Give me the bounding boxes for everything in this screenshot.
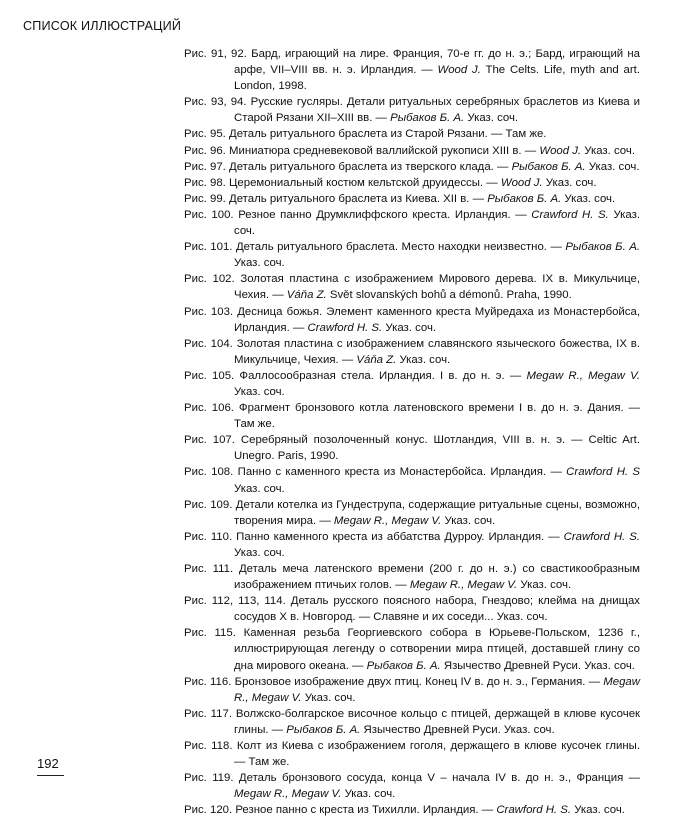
source-reference: Указ. соч. [304, 691, 356, 704]
source-author: Váňa Z. [356, 353, 397, 366]
page-number-rule [37, 775, 64, 776]
source-author: Рыбаков Б. А. [366, 659, 441, 672]
source-reference: Указ. соч. [344, 788, 396, 801]
list-item [184, 400, 640, 432]
list-item [184, 497, 640, 529]
list-item [184, 126, 640, 142]
figure-caption: Деталь меча латенского времени (200 г. до н. э.) со свастикообразным изображением птичьих голов. — [234, 563, 640, 592]
list-item [184, 239, 640, 271]
list-item [184, 432, 640, 464]
list-item [184, 802, 640, 818]
figure-caption: Бронзовое изображение двух птиц. Конец IV в. до н. э., Германия. — [234, 675, 601, 688]
figure-label: Рис. 119. [184, 772, 234, 785]
figure-caption: Деталь ритуального браслета из тверского клада. — [229, 160, 509, 173]
source-author: Crawford H. S. [307, 321, 383, 334]
figure-caption: Каменная резьба Георгиевского собора в Юрьеве-Польском, 1236 г., иллюстрирующая легенду о сотворении мира птицей, доставшей глину со дна мирового океана. — [234, 627, 640, 672]
source-reference: Указ. соч. [584, 144, 635, 157]
source-reference: Указ. соч. [234, 546, 285, 559]
figure-caption: Резное панно с креста из Тихилли. Ирландия. — [235, 804, 494, 817]
list-item [184, 593, 640, 625]
figure-label: Рис. 105. [184, 369, 235, 382]
figure-caption: Фаллосообразная стела. Ирландия. I в. до н. э. — [239, 369, 522, 382]
list-item [184, 207, 640, 239]
figure-label: Рис. 91, 92. [184, 48, 247, 60]
source-author: Рыбаков Б. А. [565, 241, 640, 254]
figure-caption: Деталь бронзового сосуда, конца V – начала IV в. до н. э., Франция — [238, 772, 641, 785]
list-item [184, 336, 640, 368]
source-author: Crawford H. S [566, 466, 641, 479]
figure-label: Рис. 118. [184, 740, 233, 753]
source-author: Crawford H. S. [563, 530, 640, 543]
figure-label: Рис. 100. [184, 208, 234, 221]
source-author: Wood J. [500, 176, 543, 189]
figure-caption: Волжско-болгарское височное кольцо с птицей, держащей в клюве кусочек глины. — [234, 707, 641, 736]
figure-caption: Золотая пластина с изображением Мирового дерева. IX в. Микульчице, Чехия. — [234, 273, 641, 302]
figure-caption: Колт из Киева с изображением гоголя, держащего в клюве кусочек глины. — Там же. [234, 740, 641, 769]
list-item [184, 191, 640, 207]
source-author: Рыбаков Б. А. [487, 192, 562, 205]
list-item [184, 529, 640, 561]
list-item [184, 94, 640, 126]
source-reference: Указ. соч. [545, 176, 597, 189]
figure-caption: Деталь ритуального браслета. Место находки неизвестно. — [235, 241, 562, 254]
source-author: Wood J. [539, 144, 582, 157]
figure-label: Рис. 103. [184, 305, 234, 318]
figure-label: Рис. 116. [184, 675, 232, 688]
figure-label: Рис. 109. [184, 498, 233, 511]
figure-caption: Серебряный позолоченный конус. Шотландия, VIII в. н. э. — Celtic Art. Unegro. Paris, 1990. [234, 434, 640, 463]
figure-caption: Детали котелка из Гундеструпа, содержащие ритуальные сцены, возможно, творения мира. — [234, 498, 641, 527]
list-item [184, 175, 640, 191]
source-author: Megaw R., Megaw V. [333, 514, 442, 527]
figure-caption: Деталь ритуального браслета из Старой Рязани. — Там же. [229, 128, 547, 141]
source-reference: Указ. соч. [399, 353, 451, 366]
source-reference: Указ. соч. [234, 257, 285, 270]
source-author: Megaw R., Megaw V. [526, 369, 641, 382]
source-author: Рыбаков Б. А. [390, 112, 465, 125]
figure-label: Рис. 108. [184, 466, 234, 479]
list-item [184, 706, 640, 738]
source-reference: Указ. соч. [588, 160, 640, 173]
figure-label: Рис. 98. [184, 176, 226, 189]
source-reference: Указ. соч. [574, 804, 625, 817]
figure-label: Рис. 117. [184, 707, 233, 720]
figure-caption: Панно с каменного креста из Монастербойса. Ирландия. — [237, 466, 562, 479]
figure-label: Рис. 112, 113, 114. [184, 595, 286, 608]
source-author: Crawford H. S. [496, 804, 572, 817]
figure-caption: Деталь ритуального браслета из Киева. XII в. — [229, 192, 485, 205]
list-item [184, 368, 640, 400]
list-item [184, 674, 640, 706]
figure-label: Рис. 107. [184, 434, 235, 447]
figure-caption: Миниатюра средневековой валлийской рукописи XIII в. — [229, 144, 537, 157]
source-reference: The Celts. Life, myth and art. London, 1998. [234, 64, 641, 93]
source-reference: Указ. соч. [385, 321, 437, 334]
figure-label: Рис. 110. [184, 530, 233, 543]
list-item [184, 561, 640, 593]
list-item [184, 625, 640, 673]
list-item [184, 46, 640, 94]
source-author: Megaw R., Megaw V. [234, 675, 640, 704]
list-item [184, 770, 640, 802]
source-reference: Указ. соч. [234, 482, 285, 495]
figure-label: Рис. 111. [184, 563, 234, 575]
figure-label: Рис. 104. [184, 337, 233, 350]
figure-caption: Резное панно Друмклиффского креста. Ирландия. — [238, 208, 527, 221]
list-item [184, 271, 640, 303]
figure-caption: Русские гусляры. Детали ритуальных серебряных браслетов из Киева и Старой Рязани XII–XIII вв. — [234, 96, 640, 125]
figure-label: Рис. 120. [184, 804, 233, 817]
source-author: Рыбаков Б. А. [286, 723, 361, 736]
list-item [184, 304, 640, 336]
figure-label: Рис. 115. [184, 627, 236, 640]
figure-caption: Церемониальный костюм кельтской друидессы. — [229, 176, 498, 189]
list-item [184, 159, 640, 175]
list-item [184, 738, 640, 770]
running-head: СПИСОК ИЛЛЮСТРАЦИЙ [23, 19, 182, 33]
source-author: Рыбаков Б. А. [511, 160, 586, 173]
source-reference: Указ. соч. [520, 579, 572, 592]
source-author: Megaw R., Megaw V. [234, 788, 342, 801]
figure-label: Рис. 99. [184, 192, 226, 205]
source-reference: Указ. соч. [234, 385, 285, 398]
figure-label: Рис. 96. [184, 144, 226, 157]
figure-caption: Фрагмент бронзового котла латеновского времени I в. до н. э. Дания. — Там же. [234, 402, 641, 431]
source-reference: Язычество Древней Руси. Указ. соч. [443, 659, 635, 672]
source-author: Megaw R., Megaw V. [409, 579, 518, 592]
source-reference: Указ. соч. [564, 192, 616, 205]
page-number: 192 [37, 756, 59, 771]
figure-caption: Панно каменного креста из аббатства Дурроу. Ирландия. — [236, 530, 560, 543]
source-author: Wood J. [437, 64, 481, 77]
figure-label: Рис. 106. [184, 402, 234, 415]
figure-caption: Десница божья. Элемент каменного креста Муйредаха из Монастербойса, Ирландия. — [234, 305, 640, 334]
figure-caption: Бард, играющий на лире. Франция, 70-е гг. до н. э.; Бард, играющий на арфе, VII–VIII вв. н. э. Ирландия. — [234, 48, 640, 77]
source-reference: Указ. соч. [444, 514, 496, 527]
source-reference: Указ. соч. [234, 208, 640, 238]
list-item [184, 464, 640, 496]
figure-label: Рис. 101. [184, 241, 233, 254]
illustration-list [184, 46, 640, 819]
source-reference: Указ. соч. [467, 112, 519, 125]
list-item [184, 143, 640, 159]
figure-label: Рис. 102. [184, 273, 235, 286]
figure-label: Рис. 95. [184, 128, 226, 141]
source-author: Crawford H. S. [531, 208, 609, 221]
source-reference: Svět slovanských bohů a démonů. Praha, 1990. [329, 289, 572, 302]
source-author: Váňa Z. [286, 289, 327, 302]
figure-caption: Золотая пластина с изображением славянского языческого божества, IX в. Микульчице, Чехия. — [234, 337, 641, 366]
figure-caption: Деталь русского поясного набора, Гнездово; клейма на днищах сосудов X в. Новгород. — Славяне и их соседи... Указ. соч. [234, 595, 640, 624]
figure-label: Рис. 93, 94. [184, 96, 247, 109]
source-reference: Язычество Древней Руси. Указ. соч. [363, 723, 555, 736]
figure-label: Рис. 97. [184, 160, 226, 173]
